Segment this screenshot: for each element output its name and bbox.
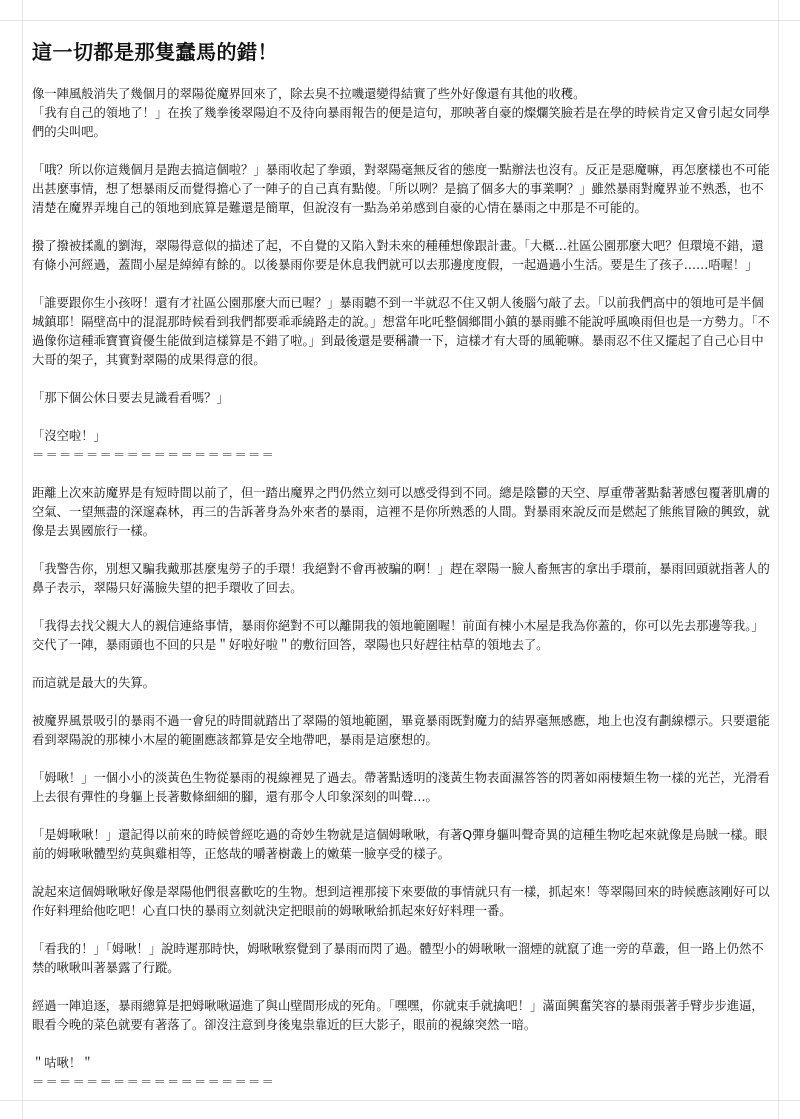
paragraph: 「哦？所以你這幾個月是跑去搞這個啦？」暴雨收起了拳頭，對翠陽毫無反省的態度一點辦法也沒有。反正是惡魔嘛，再怎麼樣也不可能出甚麼事情，想了想暴雨反而覺得擔心了一陣子的自己真有點傻。「所以咧？是搞了個多大的事業啊？」雖然暴雨對魔界並不熟悉，也不清楚在魔界弄塊自己的領地到底算是難還是簡單，但說沒有一點為弟弟感到自豪的心情在暴雨之中那是不可能的。 bbox=[32, 163, 770, 215]
paragraph: ＂咕啾！＂ bbox=[32, 1056, 94, 1070]
paragraph: 撥了撥被揉亂的劉海，翠陽得意似的描述了起，不自覺的又陷入對未來的種種想像跟計畫。「大概…社區公園那麼大吧？但環境不錯，還有條小河經過，蓋間小屋是綽綽有餘的。以後暴雨你要是休息我們就可以去那邊度度假，一起過過小生活。要是生了孩子……唔喔！」 bbox=[32, 239, 764, 272]
document-page bbox=[32, 38, 772, 1111]
paragraph: 「我得去找父親大人的親信連絡事情，暴雨你絕對不可以離開我的領地範圍喔！前面有棟小木屋是我為你蓋的，你可以先去那邊等我。」交代了一陣，暴雨頭也不回的只是＂好啦好啦＂的敷衍回答，翠陽也只好趕往枯草的領地去了。 bbox=[32, 619, 764, 652]
document-title: 這一切都是那隻蠢馬的錯！ bbox=[32, 40, 278, 64]
paragraph: 「沒空啦！」 bbox=[32, 429, 106, 443]
frame-line-top bbox=[0, 20, 800, 21]
paragraph: 距離上次來訪魔界是有短時間以前了，但一踏出魔界之門仍然立刻可以感受得到不同。總是陰鬱的天空、厚重帶著點黏著感包覆著肌膚的空氣、一望無盡的深邃森林，再三的告訴著身為外來者的暴雨，這裡不是你所熟悉的人間。對暴雨來說反而是燃起了熊熊冒險的興致，就像是去異國旅行一樣。 bbox=[32, 486, 770, 538]
paragraph: 「看我的！」「姆啾！」說時遲那時快，姆啾啾察覺到了暴雨而閃了過。體型小的姆啾啾一溜煙的就竄了進一旁的草叢，但一路上仍然不禁的啾啾叫著暴露了行蹤。 bbox=[32, 942, 764, 975]
paragraph: 「誰要跟你生小孩呀！還有才社區公園那麼大而已喔？」暴雨聽不到一半就忍不住又朝人後腦勺敲了去。「以前我們高中的領地可是半個城鎮耶！隔壁高中的混混那時候看到我們都要乖乖繞路走的說。」想當年叱吒整個鄉間小鎮的暴雨雖不能說呼風喚雨但也是一方勢力。「不過像你這種乖寶寶資優生能做到這樣算是不錯了啦。」到最後還是要稱讚一下，這樣才有大哥的風範嘛。暴雨忍不住又擺起了自己心目中大哥的架子，其實對翠陽的成果得意的很。 bbox=[32, 296, 770, 367]
paragraph: 「姆啾！」一個小小的淡黃色生物從暴雨的視線裡晃了過去。帶著點透明的淺黃生物表面濕答答的閃著如兩棲類生物一樣的光芒，光滑看上去很有彈性的身軀上長著數條細細的腳，還有那令人印象深刻的叫聲…。 bbox=[32, 771, 770, 804]
paragraph: 「是姆啾啾！」還記得以前來的時候曾經吃過的奇妙生物就是這個姆啾啾，有著Q彈身軀叫聲奇異的這種生物吃起來就像是烏賊一樣。眼前的姆啾啾體型約莫與雞相等，正悠哉的嚼著樹叢上的嫩葉一臉享受的樣子。 bbox=[32, 828, 768, 861]
paragraph: 「我警告你，別想又騙我戴那甚麼鬼勞子的手環！我絕對不會再被騙的啊！」趕在翠陽一臉人畜無害的拿出手環前，暴雨回頭就指著人的鼻子表示，翠陽只好滿臉失望的把手環收了回去。 bbox=[32, 562, 770, 595]
section-divider: ＝＝＝＝＝＝＝＝＝＝＝＝＝＝＝＝＝＝ bbox=[32, 448, 275, 462]
paragraph: 說起來這個姆啾啾好像是翠陽他們很喜歡吃的生物。想到這裡那接下來要做的事情就只有一樣，抓起來！等翠陽回來的時候應該剛好可以作好料理給他吃吧！心直口快的暴雨立刻就決定把眼前的姆啾啾給抓起來好好料理一番。 bbox=[32, 885, 770, 918]
paragraph: 被魔界風景吸引的暴雨不過一會兒的時間就踏出了翠陽的領地範圍，畢竟暴雨既對魔力的結界毫無感應，地上也沒有劃線標示。只要還能看到翠陽說的那棟小木屋的範圍應該都算是安全地帶吧，暴雨是這麼想的。 bbox=[32, 714, 770, 747]
section-divider: ＝＝＝＝＝＝＝＝＝＝＝＝＝＝＝＝＝＝ bbox=[32, 1075, 275, 1089]
paragraph: 而這就是最大的失算。 bbox=[32, 676, 155, 690]
frame-line-right bbox=[778, 0, 779, 1119]
paragraph: 像一陣風般消失了幾個月的翠陽從魔界回來了，除去臭不拉嘰還變得結實了些外好像還有其他的收穫。 「我有自己的領地了！」在挨了幾拳後翠陽迫不及待向暴雨報告的便是這句，那映著自豪的燦爛笑臉若是在學的時候肯定又會引起女同學們的尖叫吧。 bbox=[32, 87, 770, 139]
frame-line-left bbox=[22, 0, 23, 1119]
paragraph: 「那下個公休日要去見識看看嗎？」 bbox=[32, 391, 229, 405]
paragraph: 經過一陣追逐，暴雨總算是把姆啾啾逼進了與山壁間形成的死角。「嘿嘿，你就束手就擒吧！」滿面興奮笑容的暴雨張著手臂步步進逼，眼看今晚的菜色就要有著落了。卻沒注意到身後鬼祟靠近的巨大影子，眼前的視線突然一暗。 bbox=[32, 999, 764, 1032]
